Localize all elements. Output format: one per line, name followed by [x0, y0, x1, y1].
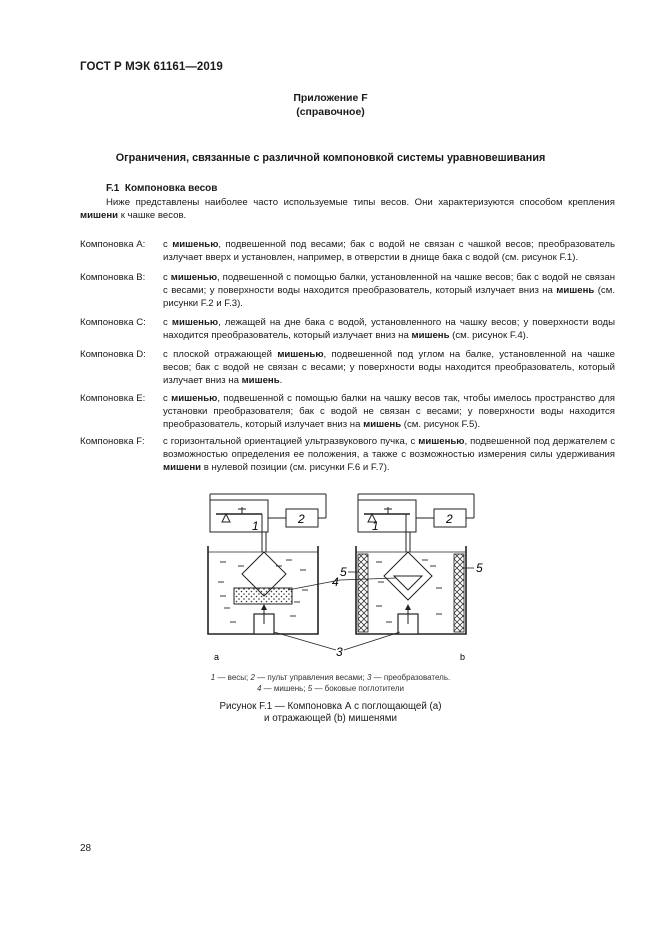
layout-f-label: Компоновка F:	[80, 436, 145, 447]
caption-line-2: и отражающей (b) мишенями	[264, 713, 397, 724]
legend-line-2: 4 — мишень; 5 — боковые поглотители	[257, 684, 404, 693]
balance-housing-a	[210, 500, 268, 532]
label-control-2a: 2	[298, 512, 305, 526]
label-absorber-5-right: 5	[476, 561, 483, 575]
layout-a-label: Компоновка А:	[80, 239, 146, 250]
intro-paragraph: Ниже представлены наиболее часто используемые типы весов. Они характеризуются способом крепления мишени к чашке весов.	[80, 197, 615, 221]
layout-c-label: Компоновка С:	[80, 317, 146, 328]
callouts	[274, 561, 483, 659]
section-title: Ограничения, связанные с различной компоновкой системы уравновешивания	[115, 152, 546, 164]
label-transducer-3: 3	[336, 645, 343, 659]
layout-e-label: Компоновка Е:	[80, 393, 146, 404]
label-balance-1b: 1	[372, 519, 379, 533]
appendix-heading	[0, 91, 661, 119]
label-absorber-5-left: 5	[340, 565, 347, 579]
figure-f1-diagram	[190, 490, 490, 665]
figure-caption	[0, 701, 661, 725]
caption-line-1: Рисунок F.1 — Компоновка А с поглощающей (а)	[219, 701, 442, 712]
subsection-number: F.1	[106, 183, 120, 194]
balance-fulcrum-icon	[222, 514, 230, 522]
subsection-title: Компоновка весов	[124, 183, 218, 194]
subsection-heading	[106, 183, 217, 194]
layout-f-text: с горизонтальной ориентацией ультразвукового пучка, с мишенью, подвешенной под держателем с возможностью определения ее положения, а также с возможностью измерения силы удерживания мишени в нулевой позиции (см. рисунки F.6 и F.7).	[163, 436, 615, 473]
page-number: 28	[80, 843, 92, 854]
layout-c-text: с мишенью, лежащей на дне бака с водой, установленного на чашку весов; у поверхности воды находится преобразователь, который излучает вниз на мишень (см. рисунок F.4).	[163, 317, 615, 341]
layout-b-label: Компоновка В:	[80, 272, 146, 283]
diagram-b	[356, 494, 474, 662]
layout-d-label: Компоновка D:	[80, 349, 146, 360]
diagram-a	[208, 494, 326, 662]
label-balance-1: 1	[252, 519, 259, 533]
subfigure-label-a: а	[214, 652, 220, 662]
label-control-2b: 2	[446, 512, 453, 526]
layout-a-text: с мишенью, подвешенной под весами; бак с водой не связан с чашкой весов; преобразователь излучает вверх и установлен, например, в отверстии в днище бака с водой (см. рисунок F.1).	[163, 239, 615, 263]
reflecting-target-b	[394, 576, 422, 590]
layout-e-text: с мишенью, подвешенной с помощью балки на чашку весов так, чтобы имелось пространство для установки преобразователя; бак с водой не связан с весами; у поверхности воды находится преобразователь, который излучает вниз на мишень (см. рисунок F.5).	[163, 393, 615, 430]
subfigure-label-b: b	[460, 652, 466, 662]
balance-housing-b	[358, 500, 416, 532]
standard-header: ГОСТ Р МЭК 61161—2019	[80, 61, 223, 73]
layout-d-text: с плоской отражающей мишенью, подвешенной под углом на балке, установленной на чашке весов; бак с водой не связан с весами; у поверхности воды находится преобразователь, который излучает вниз на мишень.	[163, 349, 615, 386]
appendix-title: Приложение F	[293, 92, 368, 104]
side-absorber-right	[454, 554, 464, 632]
label-target-4: 4	[332, 575, 339, 589]
figure-legend	[0, 672, 661, 694]
side-absorber-left	[358, 554, 368, 632]
absorbing-target-a	[234, 588, 292, 604]
layout-b-text: с мишенью, подвешенной с помощью балки, установленной на чашке весов; бак с водой не связан с весами; у поверхности воды находится преобразователь, который излучает вниз на мишень (см. рисунки F.2 и F.3).	[163, 272, 615, 309]
legend-line-1: 1 — весы; 2 — пульт управления весами; 3 — преобразователь.	[210, 673, 451, 682]
appendix-subtitle: (справочное)	[296, 106, 365, 118]
